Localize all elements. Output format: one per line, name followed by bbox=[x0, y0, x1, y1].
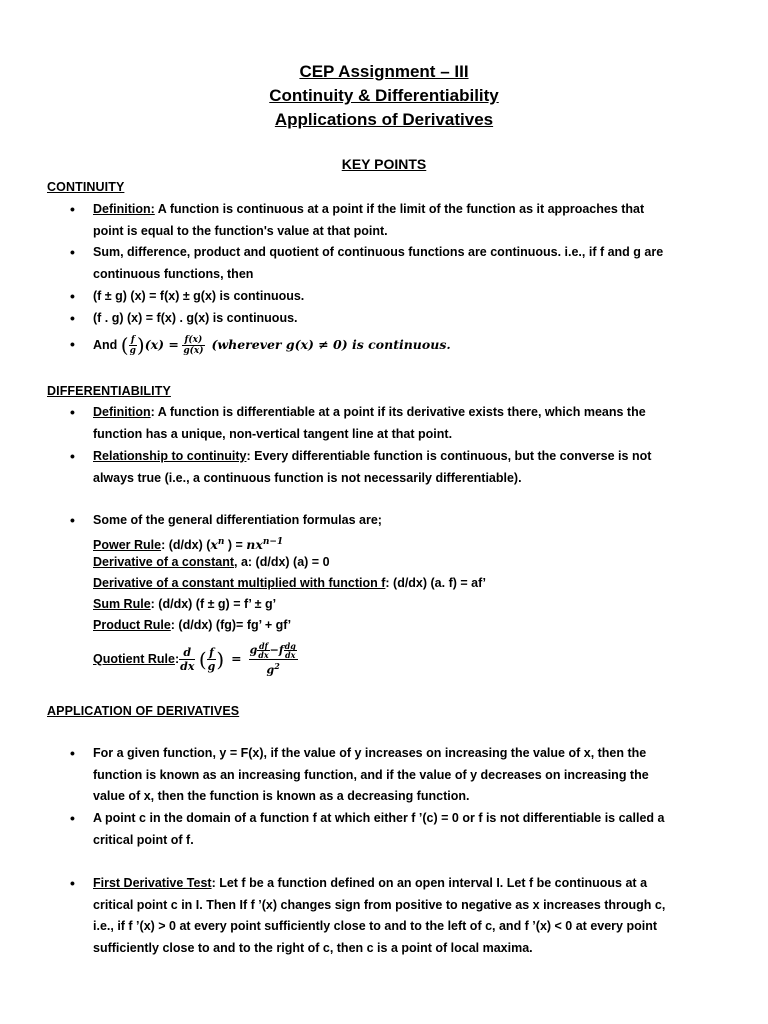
formulas-intro: Some of the general differentiation formulas are; bbox=[93, 513, 382, 527]
bullet: • bbox=[70, 244, 75, 260]
applications-heading: APPLICATION OF DERIVATIVES bbox=[47, 704, 240, 718]
rule-quotient: And ( $\frac{f}{g}$ )(x) = $\frac{f(x)}{g(x)}$ (wherever g(x) ≠ 0) is continuous. bbox=[93, 332, 451, 357]
list-item: • Relationship to continuity: Every differentiable function is continuous, but the converse is not always true (i.e., a continuous function is not necessarily differentiable). bbox=[70, 448, 652, 485]
key-points-heading: KEY POINTS bbox=[341, 156, 427, 172]
definition-text: A function is continuous at a point if the limit of the function as it approaches that bbox=[154, 202, 645, 216]
list-item: • For a given function, y = F(x), if the value of y increases on increasing the value of x, then the function is known as an increasing function, and if the value of y decreases on increasing the value of x, then the function is known as a decreasing function. bbox=[70, 745, 649, 803]
bullet: • bbox=[70, 288, 75, 304]
continuity-heading: CONTINUITY bbox=[47, 180, 125, 194]
list-item bbox=[70, 308, 730, 330]
sum-text-2: continuous functions, then bbox=[93, 266, 254, 281]
power-rule: Power Rule: (d/dx) ($x^n$ ) = $nx^{n-1}$ bbox=[93, 537, 284, 553]
document-subtitle-2: Applications of Derivatives bbox=[274, 110, 494, 129]
list-item bbox=[70, 286, 730, 308]
definition-label: Definition bbox=[93, 405, 151, 419]
bullet: • bbox=[70, 310, 75, 326]
bullet: • bbox=[70, 875, 75, 891]
list-item bbox=[70, 510, 730, 532]
sum-rule: Sum Rule: (d/dx) (f ± g) = f’ ± g’ bbox=[93, 597, 277, 611]
definition-text-2: point is equal to the function's value at that point. bbox=[93, 223, 388, 238]
bullet: • bbox=[70, 201, 75, 217]
bullet: • bbox=[70, 404, 75, 420]
bullet: • bbox=[70, 336, 75, 352]
list-item: • Definition: A function is differentiable at a point if its derivative exists there, which means the function has a unique, non-vertical tangent line at that point. bbox=[70, 404, 646, 441]
quotient-rule: Quotient Rule: $\frac{d}{dx}$ ( $\frac{f}{g}$ ) = g $\frac{df}{dx}$ −f $\frac{dg}{dx}$ $g^2$ bbox=[93, 641, 296, 678]
sum-text: Sum, difference, product and quotient of continuous functions are continuous. i.e., if f and g are bbox=[93, 245, 664, 259]
rule-product: (f . g) (x) = f(x) . g(x) is continuous. bbox=[93, 311, 298, 325]
constant-rule: Derivative of a constant, a: (d/dx) (a) = 0 bbox=[93, 555, 330, 569]
list-item bbox=[70, 334, 730, 357]
rule-sum: (f ± g) (x) = f(x) ± g(x) is continuous. bbox=[93, 289, 305, 303]
first-derivative-test-label: First Derivative Test bbox=[93, 876, 212, 890]
list-item: • A point c in the domain of a function f at which either f ’(c) = 0 or f is not differentiable is called a critical point of f. bbox=[70, 810, 665, 847]
list-item bbox=[70, 199, 730, 242]
relationship-label: Relationship to continuity bbox=[93, 449, 247, 463]
document-title: CEP Assignment – III bbox=[299, 62, 469, 81]
bullet: • bbox=[70, 810, 75, 826]
list-item bbox=[70, 242, 730, 285]
definition-label: Definition: bbox=[93, 202, 155, 216]
list-item: • First Derivative Test: Let f be a function defined on an open interval I. Let f be continuous at a critical point c in I. Then If f ’(x) changes sign from positive to negative as x increases through c, i.e., if f ’(x) > 0 at every point sufficiently close to and to the left of c, and f ’(x) < 0 at every point sufficiently close to and to the right of c, then c is a point of local maxima. bbox=[70, 875, 666, 955]
bullet: • bbox=[70, 448, 75, 464]
product-rule: Product Rule: (d/dx) (fg)= fg’ + gf’ bbox=[93, 618, 292, 632]
bullet: • bbox=[70, 512, 75, 528]
bullet: • bbox=[70, 745, 75, 761]
differentiability-heading: DIFFERENTIABILITY bbox=[47, 384, 171, 398]
document-subtitle: Continuity & Differentiability bbox=[269, 86, 499, 105]
constant-multiple-rule: Derivative of a constant multiplied with function f: (d/dx) (a. f) = af’ bbox=[93, 576, 486, 590]
